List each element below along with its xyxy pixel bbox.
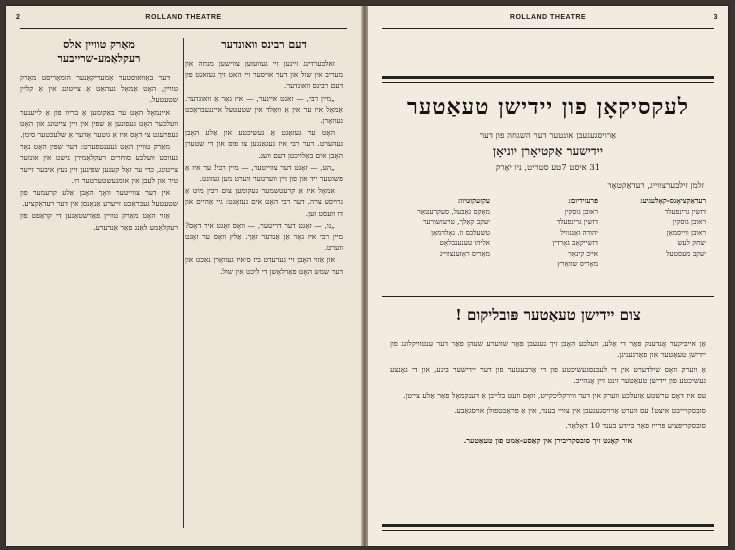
committee-member: ראובן גוסקין [564, 206, 598, 216]
article-body [185, 58, 343, 277]
article-body [20, 72, 178, 233]
article-heading: מאַרק טוויין אלס רעקלאַמע-שרייבער [57, 38, 141, 65]
committee-member: יצחק לעש [677, 238, 706, 247]
committee-member: אליהו טענענבלאַט [439, 238, 490, 247]
committee-member: דזשייקאָב גאָרדין [552, 238, 598, 247]
left-running-head [16, 14, 351, 26]
paragraph: אַמאָל איז אַ קרעטשמער געקומען צום רבין מיט אַ גרויסע צרה. דער רבי האָט אים געזאָגט: גיי אַהיים און דו וועסט זען. [185, 186, 343, 218]
paragraph: זאלבערדינג זיינען זיי געוועזען צווישען מנחה און מעריב אין שול און דער אויסער זיי האט זיך געזאגט פון דעם רבינס וואונדער. [185, 59, 343, 91]
lexicon-banner: לעקסיקאָן פון יידישן טעאַטער [407, 94, 689, 120]
right-running-head [378, 14, 718, 26]
paragraph: מאַרק טוויין האָט געענטפערט: דער שפּין האָט נאָר געזוכט וועלכע סוחרים רעקלאַמירן נישט אין אונזער צייטונג, כדי ער זאָל קענען שפּינען זיין נעץ איבער זייער טיר און לעבן אין אומגעשטערטער רו. [20, 142, 178, 185]
committee-member: מאַריס ראָזענצווייג [439, 248, 490, 258]
footer-rule [382, 524, 714, 527]
header-rule-left [20, 28, 347, 29]
left-page [6, 6, 361, 546]
appeal-heading: צום יידישן טעאַטער פּובליקום ! [455, 306, 641, 324]
committee-group [606, 196, 706, 286]
column-divider [183, 38, 184, 528]
paragraph: איינמאָל האָט ער באַקומען אַ בריוו פון אַ לייענער וועלכער האָט געפונען אַ שפּין אין זיין צייטונג און האָט געפרעגט צי דאָס איז אַ גוטער אָדער אַ שלעכטער סימן. [20, 107, 178, 140]
committee-heading: רעדאַקציאָנס-קאָלעגיע: [639, 196, 706, 205]
appeal-rule [382, 296, 714, 297]
banner-rule-top [382, 76, 714, 79]
right-page [368, 6, 728, 546]
committee-member: יעקב מעסטעל [666, 248, 706, 258]
paragraph: סובסקריפּציע פּרייז פאַר ביידע בענד 10 דאָלאַר. [565, 421, 706, 430]
article-mark-twain [20, 38, 178, 528]
paragraph: „נו, — זאָגט דער דריטער, — וואָס זאָגט איר דאָס? מיין רבי איז גאָר אַן אַנדער זאַך. אַלץ וואָס ער זאָגט ווערט. [185, 220, 343, 253]
committee-member: מאַקס גאַבעל, סעקרעטאַר [417, 206, 490, 216]
closing-line: איר קאָנט זיך סובסקריבירן אין קאַסע-אַמט פון טעאַטער. [463, 436, 633, 445]
article-heading: דעם רבינס וואונדער [221, 38, 307, 51]
footer-rule-thin [382, 530, 714, 531]
committee-member: ראובן ווייסמאַן [666, 227, 706, 237]
committee-member: יהודה זאַנגוויל [560, 227, 598, 237]
running-head-title-left: ROLLAND THEATRE [145, 14, 222, 21]
running-head-title-right: ROLLAND THEATRE [509, 14, 587, 21]
committee-group [498, 196, 598, 286]
committee-list [390, 196, 706, 286]
book-gutter [361, 6, 368, 546]
committee-heading: עקזעקוטיוו: [457, 196, 490, 205]
committee-member: דזשין גרינפעלד [556, 217, 598, 226]
paragraph: אַן אייביקער אָנדענק פאַר די אַלע, וועלכע האָבן זיך געגעבן פּאַר שווערע שעהן פאַר דער ענטוויקלונג פון יידישן טעאַטער און פאַרגעניגן. [390, 339, 706, 359]
editor-credit: זלמן זילבערצווייג, רעדאַקטאָר [607, 181, 704, 191]
banner-rule-top-thin [382, 82, 714, 83]
paragraph: „הע, — זאָגט דער צווייטער, — מיין רבי! ער איז אַ פּשוטער ייד און פון זיין ווערטער ווערט מען געזונט. [185, 162, 343, 184]
paragraph: אַ ווערק וואָס שילדערט אין די לעבנסגעשיכטע פון די אַרבעטער פון דער יידישער בינע, און די גאַנצע געשיכטע פון יידישן טעאַטער זינט זיין אָנהייב. [390, 365, 706, 385]
paragraph: עס איז דאָס ערשטע אַזעלכע ווערק אין דער ווירקליכקייט, וואָס וועט בלייבן אַ דענקמאָל פאַר אַלע צייטן. [403, 391, 706, 400]
committee-member: דזשין גרינפעלד [664, 206, 706, 216]
page-number-left: 2 [16, 14, 21, 21]
paragraph: סובסקרייבט איצט! עס ווערט אַרויסגעגעבן אין צוויי בענד, אין אַ פּראַכטפולן אויסגאַבע. [454, 406, 706, 415]
article-rabbis-wonders [185, 38, 343, 528]
committee-member: יעקב קאַלך, טרעזשורער [422, 217, 490, 226]
union-name: יידישער אַקטיאָרן יוניאָן [493, 144, 603, 158]
page-number-right: 3 [713, 14, 718, 21]
committee-member: אייב קינאַר [568, 248, 598, 258]
appeal-body [390, 338, 706, 450]
paragraph: אַזוי האָט מאַרק טוויין פאַרשטאַנען די קראַפט פון רעקלאַמע לאַנג פאַר אַנדערע. [20, 211, 178, 232]
union-address: 31 איסט 7טע סטריט, ניו יאָרק [495, 163, 601, 173]
committee-member: טשעלבס וו. גאָלדמאַן [431, 227, 490, 237]
paragraph: דער באַוואוסטער אַמעריקאַנער הומאָריסט מאַרק טוויין, האָט אַמאָל געהאַט אַ צייטונג אין אַ קליין שטעטעל. [20, 73, 178, 105]
paragraph: אין דער צווייטער וואָך האָבן אַלע קרעמער פון שטעטעל געבראַכט זייערע אַנאָנסן אין דער רעדאַקציע. [20, 188, 178, 209]
committee-member: ראובן גוסקין [672, 217, 706, 226]
committee-member: מאָריס שוואַרץ [557, 259, 598, 268]
committee-group [390, 196, 490, 286]
committee-heading: פּרעזידיום: [568, 196, 598, 205]
publisher-line: אַרויסגעגעבן אונטער דער השגחה פון דער [479, 131, 617, 141]
header-rule-right [382, 28, 714, 29]
paragraph: „מיין רבי, — זאגט איינער, — איז גאָר אַ וואונדער. אַמאָל איז ער אין אַ וואַלד אין שטעטעל איינגעבראַכט געוואָרן. [185, 93, 343, 126]
paragraph: האָט ער געזאָגט אַ געשיכטע און אַלע האָבן געהערט. דער רבי איז געגאַנגען צו פוס און די שטערן האָבן אים באַלויכטן דעם וועג. [185, 128, 343, 160]
paragraph: און אַזוי האָבן זיי גערעדט ביז ס׳איז געוואָרן נאַכט און דער שמש האָט פאַרלאָשן די ליכט אין שול. [185, 255, 343, 276]
